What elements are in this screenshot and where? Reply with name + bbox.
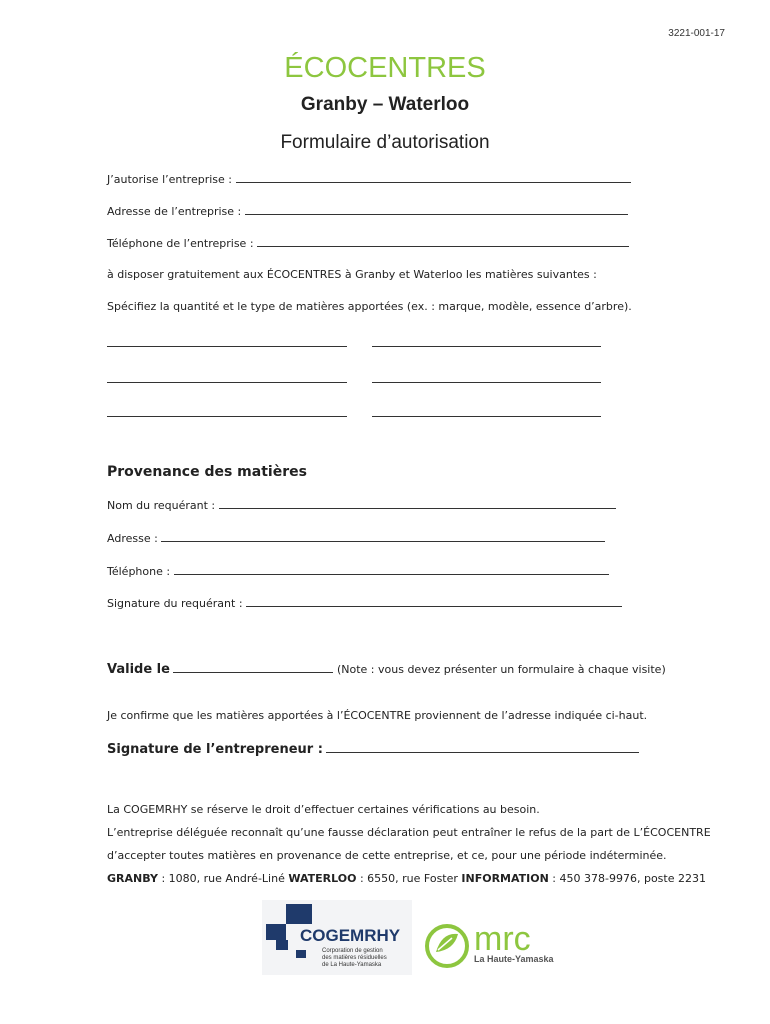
- mrc-region: La Haute-Yamaska: [474, 954, 554, 964]
- contractor-signature-label: Signature de l’entrepreneur :: [107, 742, 323, 757]
- requester-signature-row: [107, 595, 622, 610]
- waterloo-address: : 6550, rue Foster: [356, 872, 462, 885]
- authorize-company-field[interactable]: [236, 171, 631, 183]
- requester-name-row: [107, 497, 616, 512]
- material-field-5[interactable]: [107, 416, 347, 417]
- footer-line-3: d’accepter toutes matières en provenance de cette entreprise, et ce, pour une période indéterminée.: [107, 849, 667, 862]
- granby-address: : 1080, rue André-Liné: [157, 872, 289, 885]
- material-field-3[interactable]: [107, 382, 347, 383]
- company-phone-row: [107, 235, 629, 250]
- footer-addresses: [107, 872, 706, 885]
- authorize-company-row: [107, 171, 631, 186]
- company-address-field[interactable]: [245, 203, 628, 215]
- validity-note: (Note : vous devez présenter un formulaire à chaque visite): [336, 663, 666, 676]
- page-title: ÉCOCENTRES: [284, 52, 486, 84]
- cogemrhy-name: COGEMRHY: [300, 926, 401, 945]
- company-address-label: Adresse de l’entreprise :: [107, 205, 242, 218]
- contractor-signature-row: [107, 741, 639, 757]
- contractor-signature-field[interactable]: [326, 741, 639, 753]
- requester-address-field[interactable]: [161, 530, 605, 542]
- cogemrhy-line-2: des matières résiduelles: [322, 955, 387, 961]
- info-phone: : 450 378-9976, poste 2231: [548, 872, 706, 885]
- material-field-2[interactable]: [372, 346, 601, 347]
- requester-phone-label: Téléphone :: [107, 565, 171, 578]
- material-field-1[interactable]: [107, 346, 347, 347]
- mrc-name: mrc: [474, 920, 531, 958]
- mrc-logo: [422, 918, 592, 973]
- requester-phone-field[interactable]: [174, 563, 609, 575]
- granby-label: GRANBY: [107, 872, 158, 885]
- form-code: 3221-001-17: [668, 28, 725, 39]
- waterloo-label: WATERLOO: [288, 872, 357, 885]
- requester-name-label: Nom du requérant :: [107, 499, 216, 512]
- confirmation-text: Je confirme que les matières apportées à l’ÉCOCENTRE proviennent de l’adresse indiquée ci-haut.: [107, 709, 648, 722]
- requester-address-row: [107, 530, 605, 545]
- validity-label: Valide le: [107, 662, 170, 677]
- footer-line-1: La COGEMRHY se réserve le droit d’effectuer certaines vérifications au besoin.: [107, 803, 540, 816]
- requester-signature-field[interactable]: [246, 595, 622, 607]
- company-phone-field[interactable]: [257, 235, 629, 247]
- requester-phone-row: [107, 563, 609, 578]
- cogemrhy-line-1: Corporation de gestion: [322, 948, 383, 954]
- requester-address-label: Adresse :: [107, 532, 158, 545]
- validity-row: [107, 661, 666, 677]
- cogemrhy-logo: [262, 900, 412, 975]
- footer-line-2: L’entreprise déléguée reconnaît qu’une fausse déclaration peut entraîner le refus de la part de L’ÉCOCENTRE: [107, 826, 711, 839]
- material-field-6[interactable]: [372, 416, 601, 417]
- company-phone-label: Téléphone de l’entreprise :: [107, 237, 254, 250]
- provenance-heading: Provenance des matières: [107, 464, 307, 480]
- company-address-row: [107, 203, 628, 218]
- material-field-4[interactable]: [372, 382, 601, 383]
- specify-text: Spécifiez la quantité et le type de matières apportées (ex. : marque, modèle, essence d’arbre).: [107, 300, 632, 313]
- requester-name-field[interactable]: [219, 497, 616, 509]
- authorize-company-label: J’autorise l’entreprise :: [107, 173, 232, 186]
- cogemrhy-line-3: de La Haute-Yamaska: [322, 962, 382, 968]
- info-label: INFORMATION: [461, 872, 549, 885]
- validity-date-field[interactable]: [173, 661, 333, 673]
- requester-signature-label: Signature du requérant :: [107, 597, 243, 610]
- dispose-text: à disposer gratuitement aux ÉCOCENTRES à Granby et Waterloo les matières suivantes :: [107, 268, 597, 281]
- form-title: Formulaire d’autorisation: [280, 132, 490, 153]
- page-subtitle: Granby – Waterloo: [300, 94, 470, 115]
